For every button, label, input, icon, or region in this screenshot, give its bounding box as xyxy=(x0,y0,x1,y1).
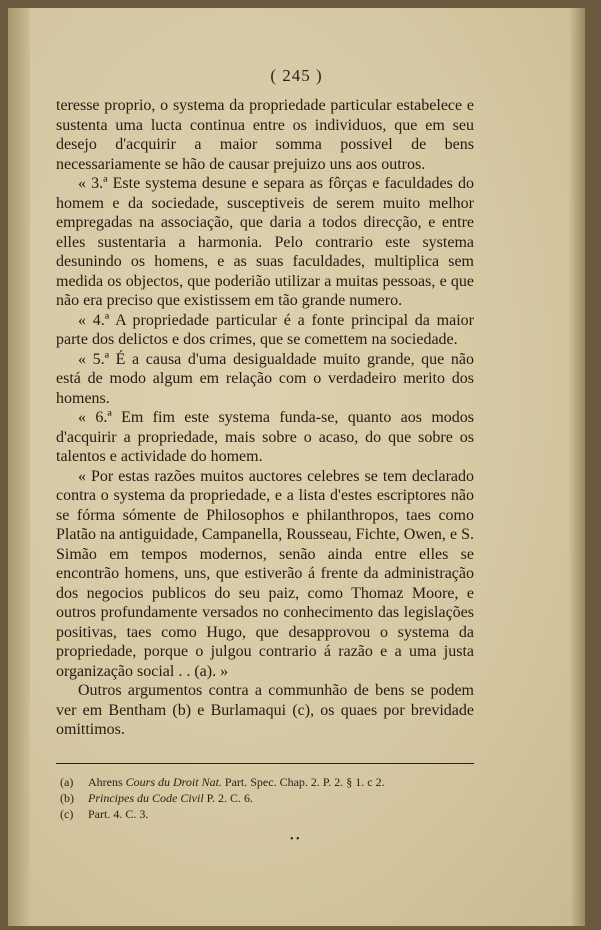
footnote-title: Cours du Droit Nat. xyxy=(125,775,222,789)
page-spine-shadow xyxy=(8,8,30,926)
footnote-title: Principes du Code Civil xyxy=(88,791,204,805)
footnote-mark: (a) xyxy=(60,775,74,789)
footnote-c xyxy=(60,806,470,822)
paragraph-continuation: teresse proprio, o systema da propriedade particular estabelece e sustenta uma lucta continua entre os individuos, que em seu desejo d'acquirir a maior somma possivel de bens necessariamente se hão de causar prejuizo uns aos outros. xyxy=(56,97,474,173)
footnotes xyxy=(60,774,470,822)
footnote-text: Part. 4. C. 3. xyxy=(88,807,149,821)
paragraph-authors: « Por estas razões muitos auctores celebres se tem declarado contra o systema da propriedade, e a lista d'estes escriptores não se fórma sómente de Philosophos e philanthropos, taes como Platão na antiguidade, Campanella, Rousseau, Fichte, Owen, e S. Simão em tempos modernos, senão ainda entre elles se encontrão homens, uns, que estiverão á frente da administração dos negocios publicos do seu paiz, como Thomaz Moore, e outros profundamente versados no conhecimento das legislações positivas, taes como Hugo, que desapprovou o systema da propriedade, porque o julgou contrario á razão e a uma justa organização social . . (a). » xyxy=(56,467,474,680)
paragraph-point-4: « 4.ª A propriedade particular é a fonte principal da maior parte dos delictos e dos crimes, que se comettem na sociedade. xyxy=(56,311,474,348)
paragraph-point-3: « 3.ª Este systema desune e separa as fôrças e faculdades do homem e da sociedade, susceptiveis de serem muito melhor empregadas na associação, que daria a todos direcção, e entre elles sustentaria a harmonia. Pelo contrario este systema desunindo os homens, e as suas faculdades, multiplica sem medida os objectos, que poderião utilizar a muitas pessoas, e que não era preciso que existissem em tão grande numero. xyxy=(56,175,474,309)
page-edge-shadow xyxy=(569,8,585,926)
footnote-text: P. 2. C. 6. xyxy=(203,791,254,805)
page-number: ( 245 ) xyxy=(270,66,323,85)
paragraph-point-5: « 5.ª É a causa d'uma desigualdade muito grande, que não está de modo algum em relação com o verdadeiro merito dos homens. xyxy=(56,350,474,407)
footnote-mark: (b) xyxy=(60,791,74,805)
paragraph-other-arguments: Outros argumentos contra a communhão de bens se podem ver em Bentham (b) e Burlamaqui (c), os quaes por brevidade omittimos. xyxy=(56,682,474,738)
book-page xyxy=(8,8,585,926)
footnote-a xyxy=(60,774,470,790)
footnote-text: Ahrens xyxy=(88,775,126,789)
footnote-text: Part. Spec. Chap. 2. P. 2. § 1. c 2. xyxy=(221,775,385,789)
footnote-mark: (c) xyxy=(60,807,74,821)
footnote-b xyxy=(60,790,470,806)
footnote-rule xyxy=(56,763,474,764)
main-text xyxy=(56,96,474,740)
printer-mark: • • xyxy=(290,834,300,845)
paragraph-point-6: « 6.ª Em fim este systema funda-se, quanto aos modos d'acquirir a propriedade, mais sobre o acaso, do que sobre os talentos e actividade do homem. xyxy=(56,409,474,465)
